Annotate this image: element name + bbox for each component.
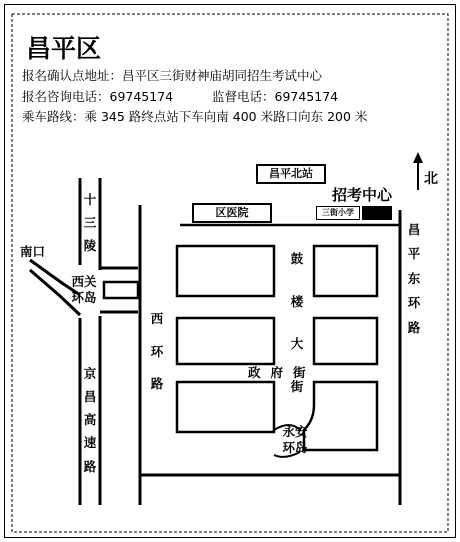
north-label: 北 [424,171,438,187]
address-line: 报名确认点地址：昌平区三街财神庙胡同招生考试中心 [22,68,323,83]
shisanling-road-label: 十 三 陵 [83,192,97,254]
xihuan-road-label: 西 环 路 [150,311,164,391]
xiguan-roundabout-label: 西关 环岛 [71,274,97,305]
zhengfu-street-label: 政府街 [248,365,316,380]
outer-border [5,5,456,538]
block [177,246,274,296]
route-line: 乘车路线：乘 345 路终点站下车向南 400 米路口向东 200 米 [22,109,368,124]
exam-center-marker [362,206,392,220]
phone-line: 报名咨询电话：69745174 [22,89,174,104]
changping-east-ring-label: 昌 平 东 环 路 [407,222,421,335]
district-hospital: 区医院 [192,203,272,223]
block [177,318,274,364]
jingchang-expressway-label: 京 昌 高 速 路 [83,366,97,474]
block [177,382,274,432]
yongan-roundabout-label: 永安 环岛 [282,424,308,455]
block [304,382,377,450]
north-arrow-icon [413,152,423,163]
changping-north-station: 昌平北站 [256,164,326,184]
gulou-street-label: 鼓 楼 大 街 [290,251,304,394]
monitor-line: 监督电话：69745174 [212,89,339,104]
block [314,246,377,296]
nankou-label: 南口 [20,244,46,259]
sanjie-school: 三街小学 [316,206,360,220]
exam-center-label: 招考中心 [332,186,393,204]
block [314,318,377,364]
page-title: 昌平区 [26,34,102,63]
